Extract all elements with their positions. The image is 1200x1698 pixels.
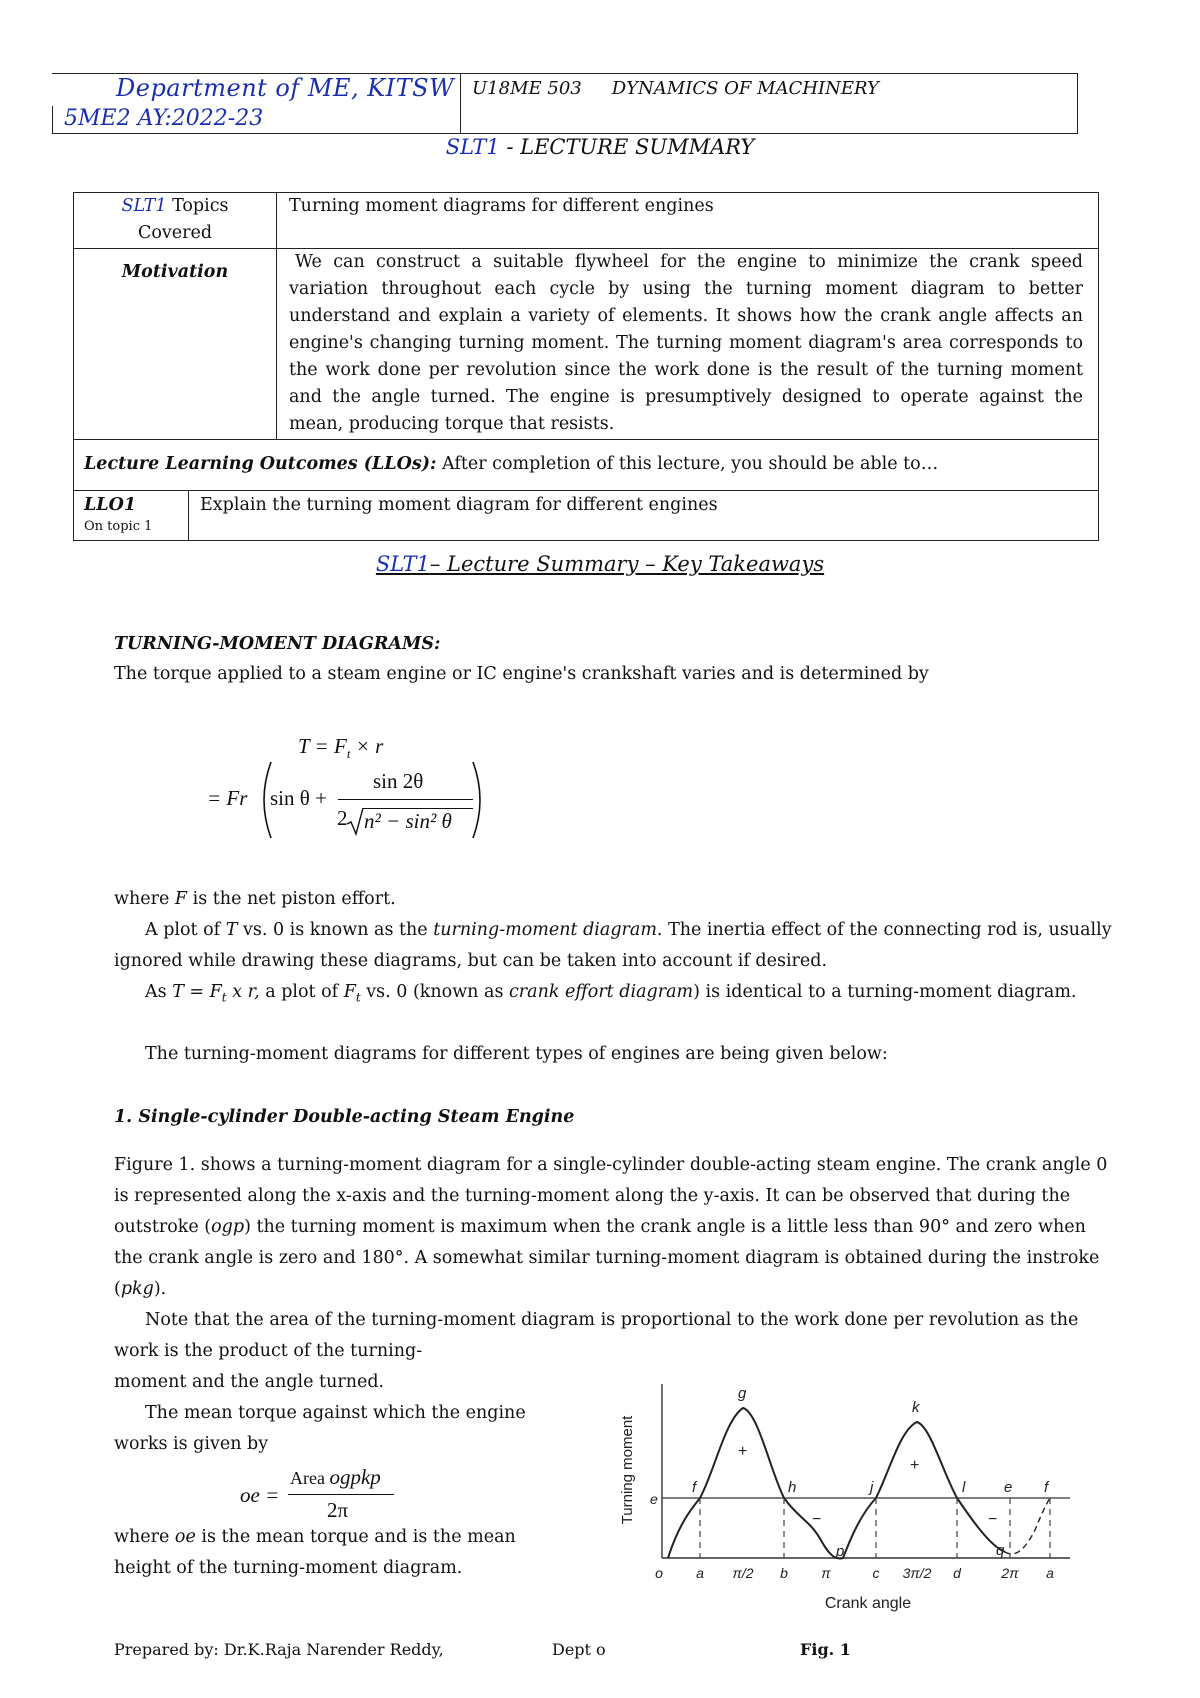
paragraph-intro-types: The turning-moment diagrams for different types of engines are being given below: (145, 1044, 888, 1064)
takeaways-heading: SLT1– Lecture Summary – Key Takeaways (375, 552, 825, 576)
motivation-label: Motivation (121, 262, 229, 282)
turning-moment-curve (668, 1408, 1005, 1558)
point-k: k (912, 1399, 920, 1416)
point-h: h (788, 1479, 797, 1496)
llo1-label: LLO1 (84, 495, 137, 515)
equation-torque: $T = F_t \times r$ (298, 734, 384, 762)
point-g: g (738, 1385, 747, 1402)
header-box (52, 73, 1078, 134)
tick-2pi: 2π (1001, 1565, 1019, 1581)
tick-d: d (953, 1565, 961, 1581)
point-f2: f (1044, 1479, 1049, 1496)
topics-value: Turning moment diagrams for different engines (289, 196, 714, 216)
point-f: f (692, 1479, 697, 1496)
paragraph-definition: A plot of T vs. 0 is known as the turning-moment diagram. The inertia effect of the connecting rod is, usually ignored while drawing these diagrams, but can be taken into account if desired. (114, 920, 1112, 971)
point-l: l (962, 1479, 966, 1496)
sign-plus-2: + (910, 1457, 920, 1474)
tick-o: o (655, 1565, 663, 1581)
paragraph-area: Note that the area of the turning-moment diagram is proportional to the work done per revolution as the work is the product of the turning- (114, 1310, 1079, 1361)
footer: Prepared by: Dr.K.Raja Narender Reddy, Dept o Fig. 1 (114, 1640, 851, 1659)
sign-minus-2: − (988, 1511, 998, 1528)
intro-paragraph: The torque applied to a steam engine or IC engine's crankshaft varies and is determined by (114, 664, 929, 684)
tick-a: a (696, 1565, 704, 1581)
section-heading: TURNING-MOMENT DIAGRAMS: (114, 634, 441, 654)
point-e: e (1004, 1479, 1013, 1496)
course-title: U18ME 503 DYNAMICS OF MACHINERY (472, 78, 879, 99)
point-p: p (836, 1543, 845, 1560)
tick-c: c (872, 1565, 880, 1581)
paragraph-figure-description: Figure 1. shows a turning-moment diagram for a single-cylinder double-acting steam engine. The crank angle 0 is represented along the x-axis and the turning-moment along the y-axis. It can be observed that during the outstroke (ogp) the turning moment is maximum when the crank angle is a little less than 90° and zero when the crank angle is zero and 180°. A somewhat similar turning-moment diagram is obtained during the instroke (pkg). (114, 1155, 1108, 1299)
point-j: j (870, 1479, 874, 1496)
batch-year: 5ME2 AY:2022-23 (64, 106, 264, 131)
label-e-axis: e (650, 1491, 658, 1507)
topics-label: SLT1 Topics Covered (121, 196, 229, 243)
summary-table (73, 192, 1099, 541)
figure-caption: Fig. 1 (800, 1640, 851, 1659)
next-cycle-curve (1005, 1498, 1050, 1554)
point-q: q (996, 1542, 1005, 1559)
subheading-steam-engine: 1. Single-cylinder Double-acting Steam Engine (114, 1107, 575, 1127)
paragraph-crank-effort: As $T = F_t$ x r, a plot of $F_t$ vs. 0 (known as crank effort diagram) is identical to a turning-moment diagram. (145, 982, 1077, 1005)
paragraph-piston-effort: where F is the net piston effort. (114, 889, 396, 909)
turning-moment-diagram (610, 1370, 1080, 1620)
x-axis-label: Crank angle (824, 1595, 912, 1612)
paragraph-mean-height: where oe is the mean torque and is the mean (114, 1527, 516, 1547)
llo1-subtitle: On topic 1 (84, 519, 153, 534)
sign-minus-1: − (812, 1511, 822, 1528)
tick-a2: a (1046, 1565, 1054, 1581)
tick-b: b (780, 1565, 788, 1581)
tick-3pi-half: 3π/2 (902, 1565, 932, 1581)
page-title: SLT1 - LECTURE SUMMARY (445, 135, 755, 159)
department-name: Department of ME, KITSW (116, 74, 455, 102)
llo1-text: Explain the turning moment diagram for different engines (200, 495, 718, 515)
tick-pi-half: π/2 (732, 1565, 754, 1581)
paragraph-mean-torque: The mean torque against which the engine (145, 1403, 526, 1423)
y-axis-label: Turning moment (619, 1415, 636, 1525)
tick-pi: π (821, 1565, 831, 1581)
motivation-text: We can construct a suitable flywheel for the engine to minimize the crank speed variation throughout each cycle by using the turning moment diagram to better understand and explain a variety of elements. It shows how the crank angle affects an engine's changing turning moment. The turning moment diagram's area corresponds to the work done per revolution since the work done is the result of the turning moment and the angle turned. The engine is presumptively designed to operate against the mean, producing torque that resists. (289, 252, 1083, 434)
sign-plus-1: + (738, 1443, 748, 1460)
llo-heading: Lecture Learning Outcomes (LLOs): After completion of this lecture, you should be able to… (84, 454, 939, 474)
